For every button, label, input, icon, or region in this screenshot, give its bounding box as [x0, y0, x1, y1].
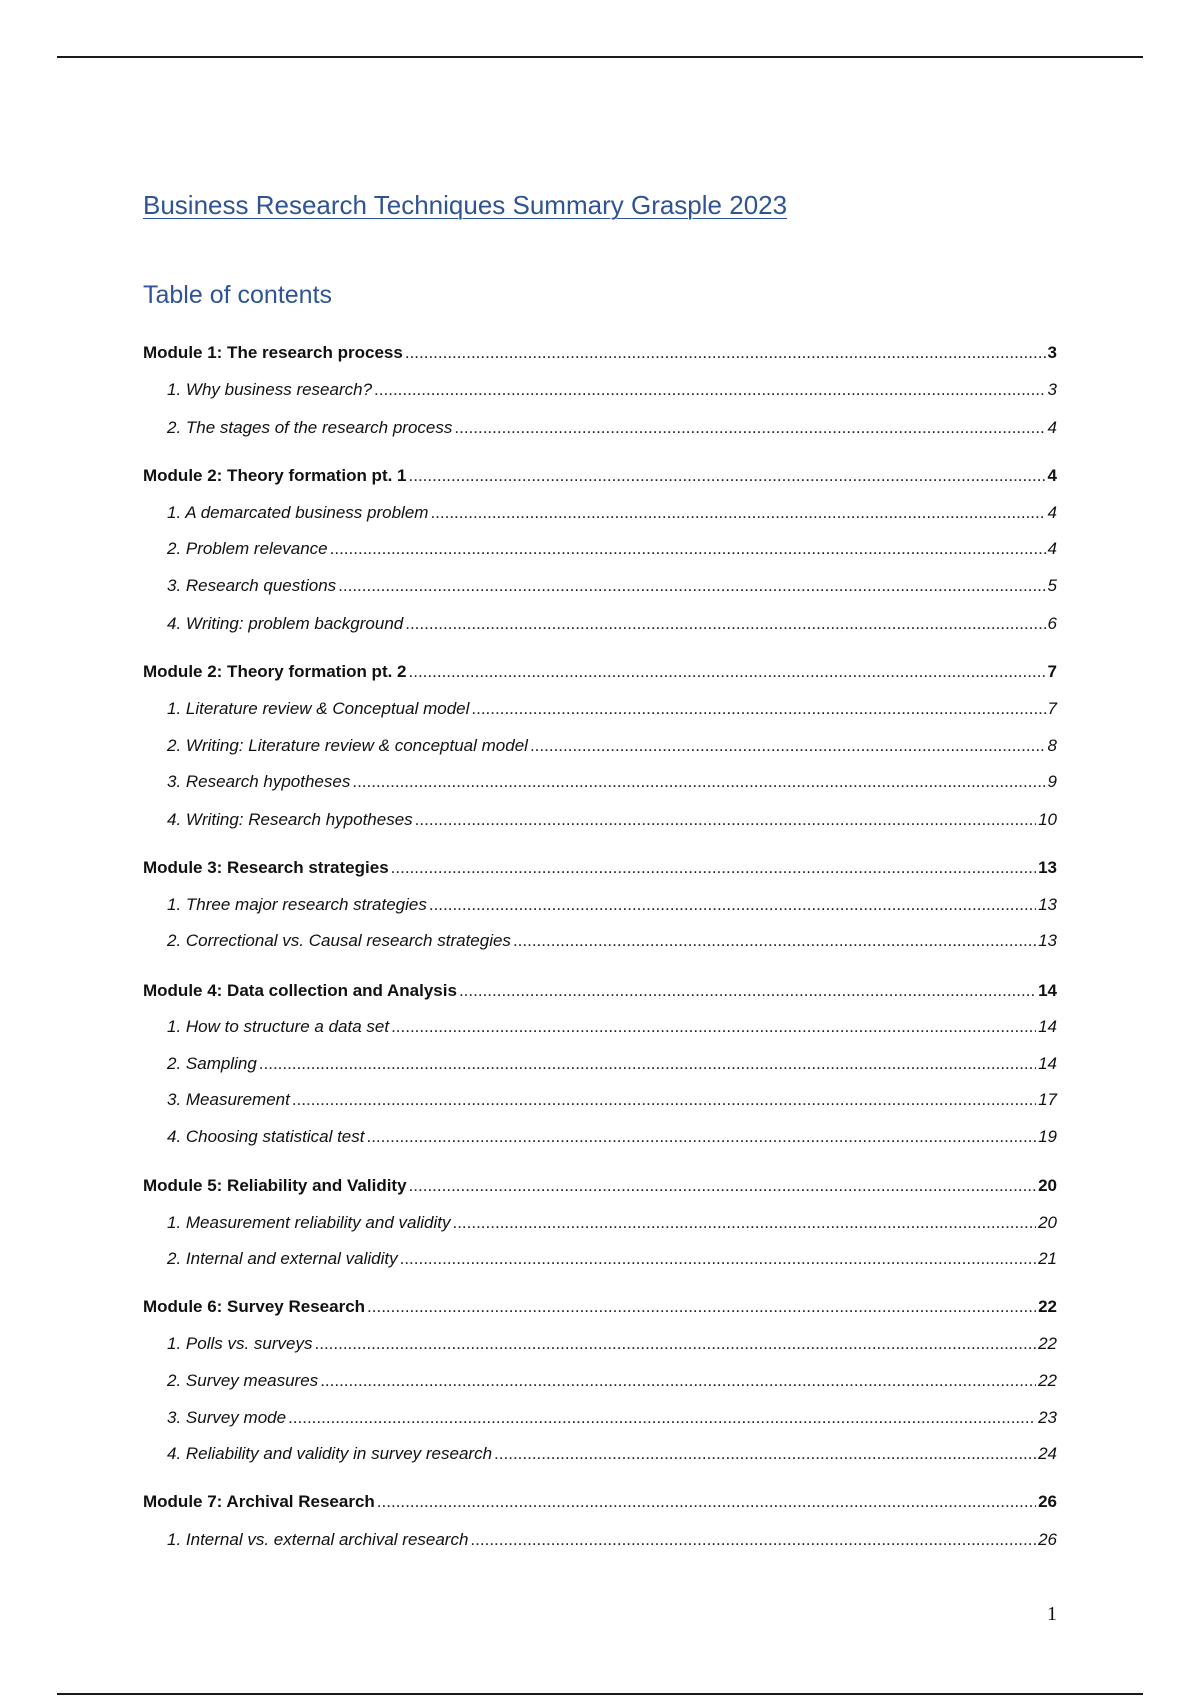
toc-entry-module[interactable] — [143, 343, 1057, 369]
toc-entry-page: 23 — [1038, 1408, 1057, 1427]
toc-dot-leader — [409, 466, 1046, 486]
toc-entry-page: 8 — [1047, 736, 1057, 755]
toc-entry-label: Module 2: Theory formation pt. 2 — [143, 662, 407, 681]
toc-entry-page: 7 — [1047, 699, 1057, 718]
toc-dot-leader — [377, 1492, 1036, 1512]
toc-dot-leader — [470, 1530, 1036, 1550]
toc-entry-page: 14 — [1038, 1054, 1057, 1073]
toc-entry-subsection[interactable] — [167, 1127, 1057, 1153]
toc-dot-leader — [513, 931, 1036, 951]
toc-heading: Table of contents — [143, 281, 333, 309]
toc-entry-label: 4. Writing: problem background — [167, 614, 404, 633]
toc-dot-leader — [405, 614, 1045, 634]
toc-entry-module[interactable] — [143, 858, 1057, 884]
toc-dot-leader — [400, 1249, 1036, 1269]
toc-dot-leader — [452, 1213, 1036, 1233]
toc-entry-label: 1. Polls vs. surveys — [167, 1334, 313, 1353]
toc-dot-leader — [415, 810, 1036, 830]
toc-entry-label: 2. Problem relevance — [167, 539, 328, 558]
toc-entry-subsection[interactable] — [167, 1334, 1057, 1360]
toc-dot-leader — [292, 1090, 1036, 1110]
toc-entry-label: Module 5: Reliability and Validity — [143, 1176, 407, 1195]
toc-entry-subsection[interactable] — [167, 736, 1057, 762]
toc-dot-leader — [288, 1408, 1036, 1428]
toc-entry-subsection[interactable] — [167, 503, 1057, 529]
toc-dot-leader — [494, 1444, 1036, 1464]
toc-entry-page: 13 — [1038, 858, 1057, 877]
toc-entry-page: 24 — [1038, 1444, 1057, 1463]
toc-entry-page: 26 — [1038, 1530, 1057, 1549]
toc-entry-label: Module 7: Archival Research — [143, 1492, 375, 1511]
toc-entry-label: 4. Writing: Research hypotheses — [167, 810, 413, 829]
toc-dot-leader — [454, 418, 1045, 438]
toc-entry-module[interactable] — [143, 1297, 1057, 1323]
toc-entry-page: 19 — [1038, 1127, 1057, 1146]
toc-entry-label: 1. Three major research strategies — [167, 895, 427, 914]
toc-entry-subsection[interactable] — [167, 699, 1057, 725]
toc-entry-page: 4 — [1047, 539, 1057, 558]
toc-entry-page: 4 — [1047, 503, 1057, 522]
toc-entry-subsection[interactable] — [167, 418, 1057, 444]
toc-entry-page: 13 — [1038, 931, 1057, 950]
toc-entry-subsection[interactable] — [167, 1213, 1057, 1239]
toc-dot-leader — [320, 1371, 1036, 1391]
toc-entry-label: 4. Choosing statistical test — [167, 1127, 365, 1146]
toc-entry-page: 22 — [1038, 1334, 1057, 1353]
toc-entry-page: 14 — [1038, 1017, 1057, 1036]
toc-dot-leader — [374, 380, 1045, 400]
toc-dot-leader — [391, 1017, 1036, 1037]
toc-entry-module[interactable] — [143, 981, 1057, 1007]
toc-entry-label: 3. Survey mode — [167, 1408, 287, 1427]
toc-entry-page: 7 — [1047, 662, 1057, 681]
toc-dot-leader — [405, 343, 1046, 363]
toc-entry-module[interactable] — [143, 1176, 1057, 1202]
toc-dot-leader — [429, 895, 1036, 915]
toc-entry-subsection[interactable] — [167, 931, 1057, 957]
toc-entry-page: 20 — [1038, 1213, 1057, 1232]
toc-entry-label: Module 2: Theory formation pt. 1 — [143, 466, 407, 485]
toc-entry-label: Module 3: Research strategies — [143, 858, 389, 877]
toc-entry-module[interactable] — [143, 466, 1057, 492]
toc-dot-leader — [409, 1176, 1037, 1196]
toc-entry-page: 13 — [1038, 895, 1057, 914]
toc-entry-label: 4. Reliability and validity in survey research — [167, 1444, 493, 1463]
toc-entry-page: 4 — [1047, 418, 1057, 437]
toc-entry-label: 1. How to structure a data set — [167, 1017, 390, 1036]
header-rule — [57, 56, 1143, 58]
toc-entry-label: 3. Research hypotheses — [167, 772, 351, 791]
toc-dot-leader — [367, 1297, 1036, 1317]
toc-entry-label: 1. Why business research? — [167, 380, 373, 399]
document-title: Business Research Techniques Summary Grasple 2023 — [143, 190, 788, 220]
toc-entry-subsection[interactable] — [167, 380, 1057, 406]
toc-entry-label: 2. The stages of the research process — [167, 418, 453, 437]
toc-entry-page: 21 — [1038, 1249, 1057, 1268]
toc-entry-module[interactable] — [143, 1492, 1057, 1518]
toc-entry-label: Module 4: Data collection and Analysis — [143, 981, 457, 1000]
toc-dot-leader — [430, 503, 1045, 523]
toc-entry-label: 3. Measurement — [167, 1090, 290, 1109]
toc-entry-label: 2. Internal and external validity — [167, 1249, 398, 1268]
toc-entry-page: 17 — [1038, 1090, 1057, 1109]
toc-entry-label: 2. Correctional vs. Causal research strategies — [167, 931, 511, 950]
toc-entry-subsection[interactable] — [167, 895, 1057, 921]
toc-entry-subsection[interactable] — [167, 1090, 1057, 1116]
footer-rule — [57, 1693, 1143, 1695]
toc-entry-label: Module 6: Survey Research — [143, 1297, 366, 1316]
toc-entry-label: 1. Literature review & Conceptual model — [167, 699, 470, 718]
toc-entry-page: 4 — [1047, 466, 1057, 485]
toc-entry-subsection[interactable] — [167, 614, 1057, 640]
toc-entry-label: 2. Sampling — [167, 1054, 257, 1073]
toc-dot-leader — [391, 858, 1036, 878]
toc-entry-page: 26 — [1038, 1492, 1057, 1511]
toc-entry-subsection[interactable] — [167, 810, 1057, 836]
toc-dot-leader — [459, 981, 1036, 1001]
toc-entry-label: 2. Survey measures — [167, 1371, 319, 1390]
page-number: 1 — [1047, 1603, 1057, 1625]
toc-entry-page: 9 — [1047, 772, 1057, 791]
toc-entry-label: 1. Measurement reliability and validity — [167, 1213, 451, 1232]
toc-entry-subsection[interactable] — [167, 576, 1057, 602]
toc-entry-label: 3. Research questions — [167, 576, 337, 595]
toc-entry-subsection[interactable] — [167, 1017, 1057, 1043]
toc-entry-subsection[interactable] — [167, 1054, 1057, 1080]
toc-dot-leader — [409, 662, 1046, 682]
toc-entry-page: 22 — [1038, 1371, 1057, 1390]
toc-entry-label: Module 1: The research process — [143, 343, 403, 362]
toc-entry-page: 20 — [1038, 1176, 1057, 1195]
toc-dot-leader — [338, 576, 1045, 596]
toc-entry-page: 22 — [1038, 1297, 1057, 1316]
toc-entry-page: 3 — [1047, 380, 1057, 399]
toc-dot-leader — [366, 1127, 1036, 1147]
toc-entry-page: 3 — [1047, 343, 1057, 362]
toc-entry-page: 14 — [1038, 981, 1057, 1000]
toc-entry-subsection[interactable] — [167, 1249, 1057, 1275]
toc-entry-subsection[interactable] — [167, 1444, 1057, 1470]
toc-entry-subsection[interactable] — [167, 1408, 1057, 1434]
toc-entry-label: 2. Writing: Literature review & conceptual model — [167, 736, 528, 755]
toc-dot-leader — [352, 772, 1045, 792]
toc-dot-leader — [330, 539, 1046, 559]
toc-entry-page: 10 — [1038, 810, 1057, 829]
toc-entry-subsection[interactable] — [167, 1371, 1057, 1397]
toc-entry-subsection[interactable] — [167, 539, 1057, 565]
toc-entry-subsection[interactable] — [167, 1530, 1057, 1556]
toc-dot-leader — [259, 1054, 1036, 1074]
toc-entry-page: 5 — [1047, 576, 1057, 595]
toc-dot-leader — [315, 1334, 1037, 1354]
toc-entry-label: 1. A demarcated business problem — [167, 503, 429, 522]
toc-dot-leader — [471, 699, 1045, 719]
toc-entry-subsection[interactable] — [167, 772, 1057, 798]
toc-entry-module[interactable] — [143, 662, 1057, 688]
toc-entry-page: 6 — [1047, 614, 1057, 633]
toc-entry-label: 1. Internal vs. external archival research — [167, 1530, 469, 1549]
toc-dot-leader — [530, 736, 1046, 756]
